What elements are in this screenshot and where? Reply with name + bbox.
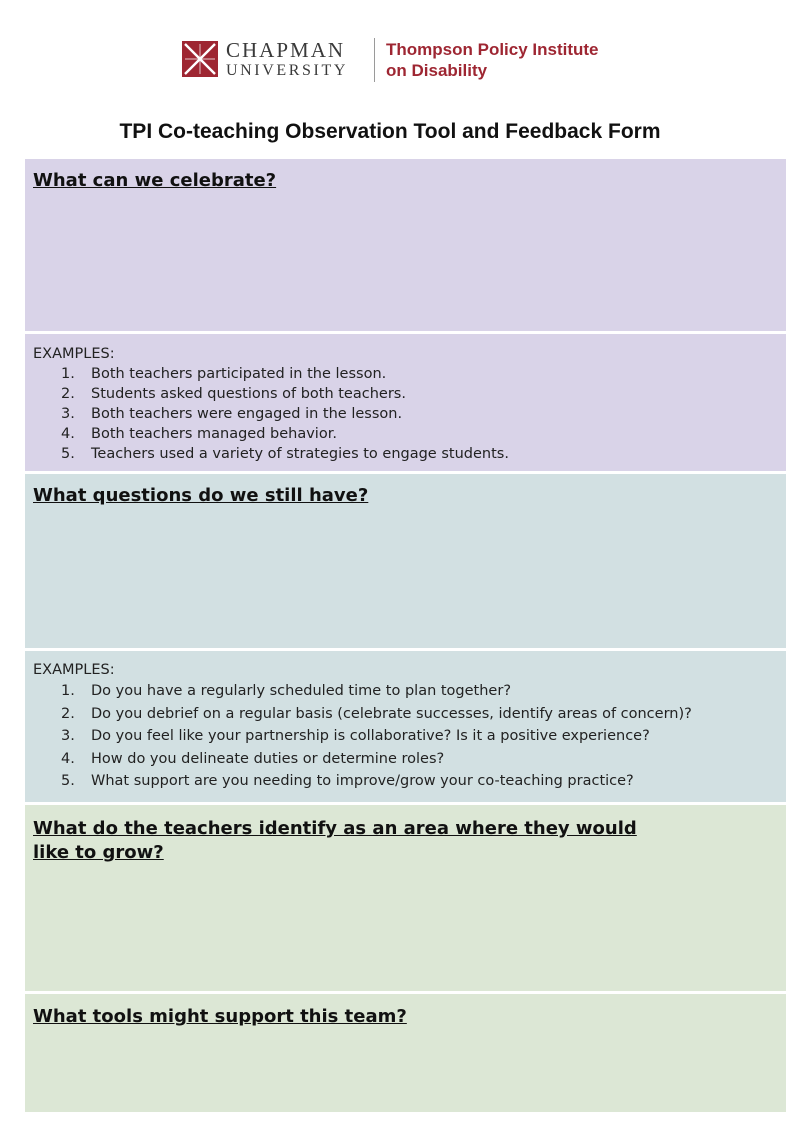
list-text: Teachers used a variety of strategies to engage students. [91,446,509,462]
list-text: What support are you needing to improve/grow your co-teaching practice? [91,773,634,789]
institute-name [386,39,599,81]
list-item [33,725,778,748]
list-item [33,770,778,793]
page-title: TPI Co-teaching Observation Tool and Feedback Form [119,120,661,143]
celebrate-examples-cell [25,334,786,471]
list-number: 2. [61,705,75,722]
examples-label: EXAMPLES: [33,346,115,362]
growth-question-line1: What do the teachers identify as an area where they would [33,818,637,839]
list-text: Students asked questions of both teachers. [91,386,406,402]
list-text: Both teachers participated in the lesson. [91,366,387,382]
list-number: 4. [61,750,75,767]
list-number: 1. [61,683,75,699]
celebrate-question: What can we celebrate? [33,170,277,191]
growth-response-cell[interactable] [25,805,786,991]
list-text: Both teachers were engaged in the lesson. [91,406,403,422]
list-item [33,384,778,404]
header-divider [374,38,375,82]
list-number: 2. [61,386,75,402]
list-text: Do you debrief on a regular basis (celebrate successes, identify areas of concern)? [91,705,692,722]
header [182,38,642,82]
list-text: Do you feel like your partnership is collaborative? Is it a positive experience? [91,728,650,744]
list-number: 3. [61,406,75,422]
questions-question: What questions do we still have? [33,485,369,506]
tools-response-cell[interactable] [25,994,786,1112]
questions-examples-cell [25,651,786,802]
list-text: How do you delineate duties or determine roles? [91,750,445,767]
list-item [33,703,778,726]
list-number: 5. [61,446,75,462]
university-name [226,40,348,79]
institute-name-line2: on Disability [386,61,488,80]
list-item [33,364,778,384]
list-number: 1. [61,366,75,382]
institute-name-line1: Thompson Policy Institute [386,40,599,59]
list-item [33,680,778,703]
tools-question: What tools might support this team? [33,1006,407,1027]
university-name-line1: CHAPMAN [226,38,346,62]
questions-examples-list [33,680,778,793]
celebrate-response-cell[interactable] [25,159,786,331]
examples-label: EXAMPLES: [33,662,115,678]
growth-question-line2: like to grow? [33,842,164,863]
list-number: 5. [61,773,75,789]
list-item [33,404,778,424]
list-item [33,424,778,444]
list-number: 4. [61,426,75,442]
list-item [33,444,778,464]
list-number: 3. [61,728,75,744]
list-text: Both teachers managed behavior. [91,426,337,442]
questions-response-cell[interactable] [25,474,786,648]
list-item [33,748,778,771]
celebrate-examples-list [33,364,778,464]
university-name-line2: UNIVERSITY [226,62,348,79]
chapman-logo-icon [182,41,218,77]
list-text: Do you have a regularly scheduled time to plan together? [91,683,512,699]
